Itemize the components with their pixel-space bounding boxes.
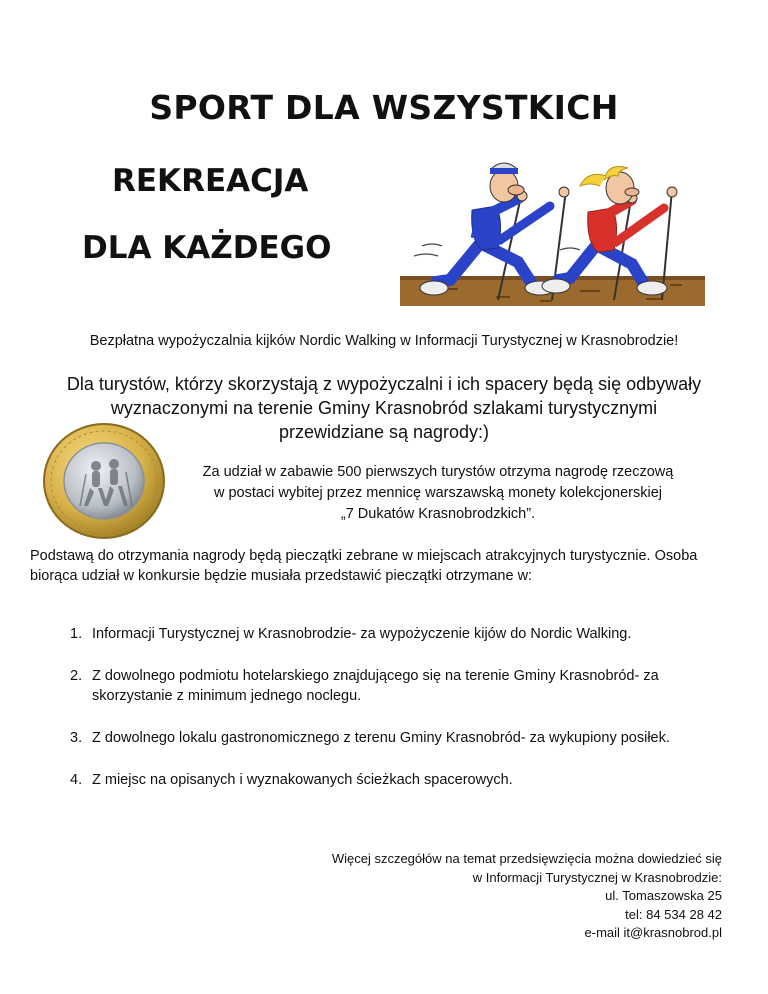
basis-paragraph: Podstawą do otrzymania nagrody będą pieczątki zebrane w miejscach atrakcyjnych turystycznie. Osoba biorąca udział w konkursie będzie musiała przedstawić pieczątki otrzymane w: xyxy=(30,548,698,584)
list-number: 2. xyxy=(70,668,83,684)
subtitle-for-everyone: DLA KAŻDEGO xyxy=(82,230,332,266)
contact-email[interactable]: e-mail it@krasnobrod.pl xyxy=(584,925,722,941)
contact-block xyxy=(332,850,722,943)
stamp-locations-list xyxy=(70,624,730,812)
nordic-walkers-illustration xyxy=(400,150,705,312)
subtitle-recreation: REKREACJA xyxy=(112,163,309,199)
intro-text: Bezpłatna wypożyczalnia kijków Nordic Walking w Informacji Turystycznej w Krasnobrodzie! xyxy=(89,333,679,349)
list-item xyxy=(70,728,730,748)
list-item-text: Informacji Turystycznej w Krasnobrodzie- za wypożyczenie kijów do Nordic Walking. xyxy=(92,626,632,642)
contact-office-line: w Informacji Turystycznej w Krasnobrodzie: xyxy=(472,869,722,885)
prize-line-3: „7 Dukatów Krasnobrodzkich”. xyxy=(340,506,536,522)
list-item-text: Z miejsc na opisanych i wyznakowanych ścieżkach spacerowych. xyxy=(92,772,513,788)
lead-line-1: Dla turystów, którzy skorzystają z wypożyczalni i ich spacery będą się odbywały xyxy=(66,374,702,394)
coin-image xyxy=(42,422,166,540)
lead-line-2: wyznaczonymi na terenie Gminy Krasnobród szlakami turystycznymi xyxy=(110,398,658,418)
list-number: 3. xyxy=(70,730,83,746)
main-title: SPORT DLA WSZYSTKICH xyxy=(149,88,619,127)
list-item-text: Z dowolnego podmiotu hotelarskiego znajdującego się na terenie Gminy Krasnobród- za skorzystanie z minimum jednego noclegu. xyxy=(92,668,659,704)
list-item-text: Z dowolnego lokalu gastronomicznego z terenu Gminy Krasnobród- za wykupiony posiłek. xyxy=(92,730,670,746)
list-item xyxy=(70,624,730,644)
contact-address: ul. Tomaszowska 25 xyxy=(605,888,722,904)
list-number: 1. xyxy=(70,626,83,642)
prize-line-2: w postaci wybitej przez mennicę warszawską monety kolekcjonerskiej xyxy=(213,485,663,501)
contact-intro-line: Więcej szczegółów na temat przedsięwzięcia można dowiedzieć się xyxy=(331,851,722,866)
list-item xyxy=(70,666,730,706)
list-item xyxy=(70,770,730,790)
contact-phone: tel: 84 534 28 42 xyxy=(625,906,722,922)
lead-line-3: przewidziane są nagrody:) xyxy=(278,422,490,442)
prize-text xyxy=(168,462,708,525)
list-number: 4. xyxy=(70,772,83,788)
prize-line-1: Za udział w zabawie 500 pierwszych turystów otrzyma nagrodę rzeczową xyxy=(202,464,674,480)
